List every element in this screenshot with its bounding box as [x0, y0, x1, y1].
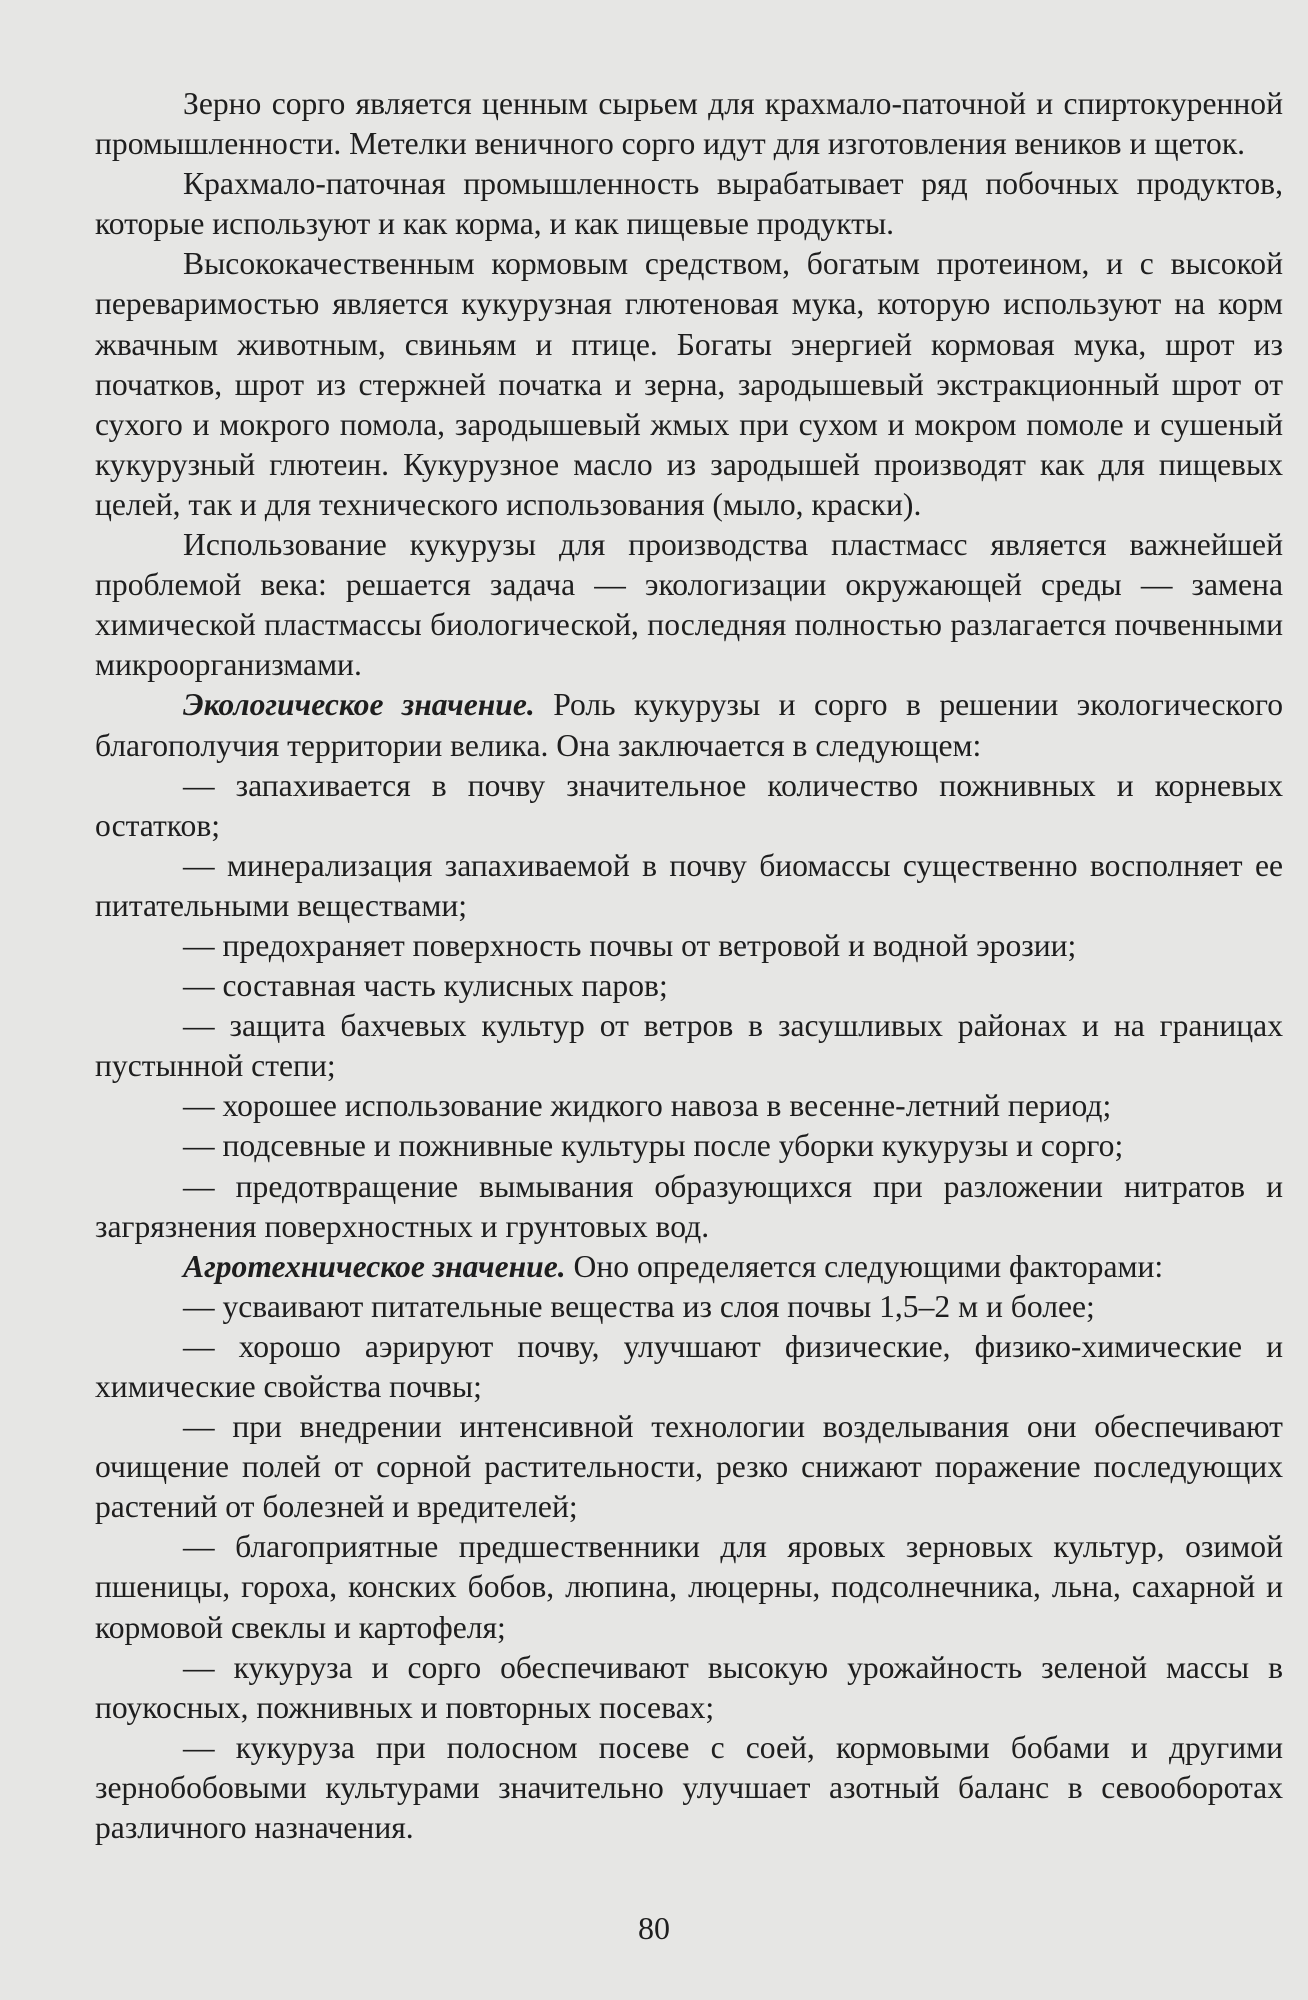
paragraph-text: Крахмало-паточная промышленность вырабатывает ряд побочных продуктов, которые используют и как корма, и как пищевые продукты.: [95, 166, 1283, 242]
list-item-text: — минерализация запахиваемой в почву биомассы существенно восполняет ее питательными веществами;: [95, 847, 1283, 923]
list-item-text: — усваивают питательные вещества из слоя почвы 1,5–2 м и более;: [183, 1288, 1095, 1324]
list-item: [95, 1648, 1283, 1728]
paragraph-text: Роль кукурузы и сорго в решении экологического благополучия территории велика. Она заключается в следующем:: [95, 687, 1283, 763]
list-item-text: — запахивается в почву значительное количество пожнивных и корневых остатков;: [95, 767, 1283, 843]
list-item: [95, 1527, 1283, 1647]
list-item-text: — хорошее использование жидкого навоза в весенне-летний период;: [183, 1088, 1112, 1124]
paragraph-3: [95, 244, 1283, 525]
paragraph-text: Высококачественным кормовым средством, богатым протеином, и с высокой переваримостью является кукурузная глютеновая мука, которую используют на корм жвачным животным, свиньям и птице. Богаты энергией кормовая мука, шрот из початков, шрот из стержней початка и зерна, зародышевый экстракционный шрот от сухого и мокрого помола, зародышевый жмых при сухом и мокром помоле и сушеный кукурузный глютеин. Кукурузное масло из зародышей производят как для пищевых целей, так и для технического использования (мыло, краски).: [95, 246, 1283, 522]
list-item-text: — благоприятные предшественники для яровых зерновых культур, озимой пшеницы, гороха, конских бобов, люпина, люцерны, подсолнечника, льна, сахарной и кормовой свеклы и картофеля;: [95, 1529, 1283, 1645]
body-text: [95, 84, 1283, 1848]
list-item: [95, 1287, 1283, 1327]
list-item: [95, 966, 1283, 1006]
list-item-text: — хорошо аэрируют почву, улучшают физические, физико-химические и химические свойства почвы;: [95, 1328, 1283, 1404]
paragraph-1: [95, 84, 1283, 164]
paragraph-2: [95, 164, 1283, 244]
list-item: [95, 1327, 1283, 1407]
list-item: [95, 1086, 1283, 1126]
list-item-text: — составная часть кулисных паров;: [183, 968, 668, 1004]
paragraph-text: Зерно сорго является ценным сырьем для крахмало-паточной и спиртокуренной промышленности. Метелки веничного сорго идут для изготовления веников и щеток.: [95, 86, 1283, 162]
page-number: 80: [638, 1910, 670, 1946]
list-item: [95, 1006, 1283, 1086]
list-item-text: — защита бахчевых культур от ветров в засушливых районах и на границах пустынной степи;: [95, 1008, 1283, 1084]
paragraph-text: Оно определяется следующими факторами:: [565, 1248, 1164, 1284]
paragraph-text: Использование кукурузы для производства пластмасс является важнейшей проблемой века: решается задача — экологизации окружающей среды — замена химической пластмассы биологической, последняя полностью разлагается почвенными микроорганизмами.: [95, 527, 1283, 683]
list-item: [95, 1126, 1283, 1166]
list-item: [95, 1407, 1283, 1527]
list-item-text: — при внедрении интенсивной технологии возделывания они обеспечивают очищение полей от сорной растительности, резко снижают поражение последующих растений от болезней и вредителей;: [95, 1409, 1283, 1525]
list-item: [95, 926, 1283, 966]
list-item-text: — кукуруза при полосном посеве с соей, кормовыми бобами и другими зернобобовыми культурами значительно улучшает азотный баланс в севооборотах различного назначения.: [95, 1729, 1283, 1846]
list-item-text: — подсевные и пожнивные культуры после уборки кукурузы и сорго;: [183, 1128, 1124, 1164]
list-item-text: — предотвращение вымывания образующихся при разложении нитратов и загрязнения поверхностных и грунтовых вод.: [95, 1168, 1283, 1244]
section-lead-agrotechnical: Агротехническое значение.: [183, 1248, 566, 1284]
list-item-text: — кукуруза и сорго обеспечивают высокую урожайность зеленой массы в поукосных, пожнивных и повторных посевах;: [95, 1649, 1283, 1725]
list-item: [95, 1167, 1283, 1247]
list-item: [95, 846, 1283, 926]
list-item: [95, 766, 1283, 846]
paragraph-ecological-heading: [95, 685, 1283, 765]
list-item-text: — предохраняет поверхность почвы от ветровой и водной эрозии;: [183, 927, 1077, 963]
section-lead-ecological: Экологическое значение.: [183, 687, 535, 723]
paragraph-agrotechnical-heading: [95, 1247, 1283, 1287]
list-item: [95, 1728, 1283, 1848]
paragraph-4: [95, 525, 1283, 685]
